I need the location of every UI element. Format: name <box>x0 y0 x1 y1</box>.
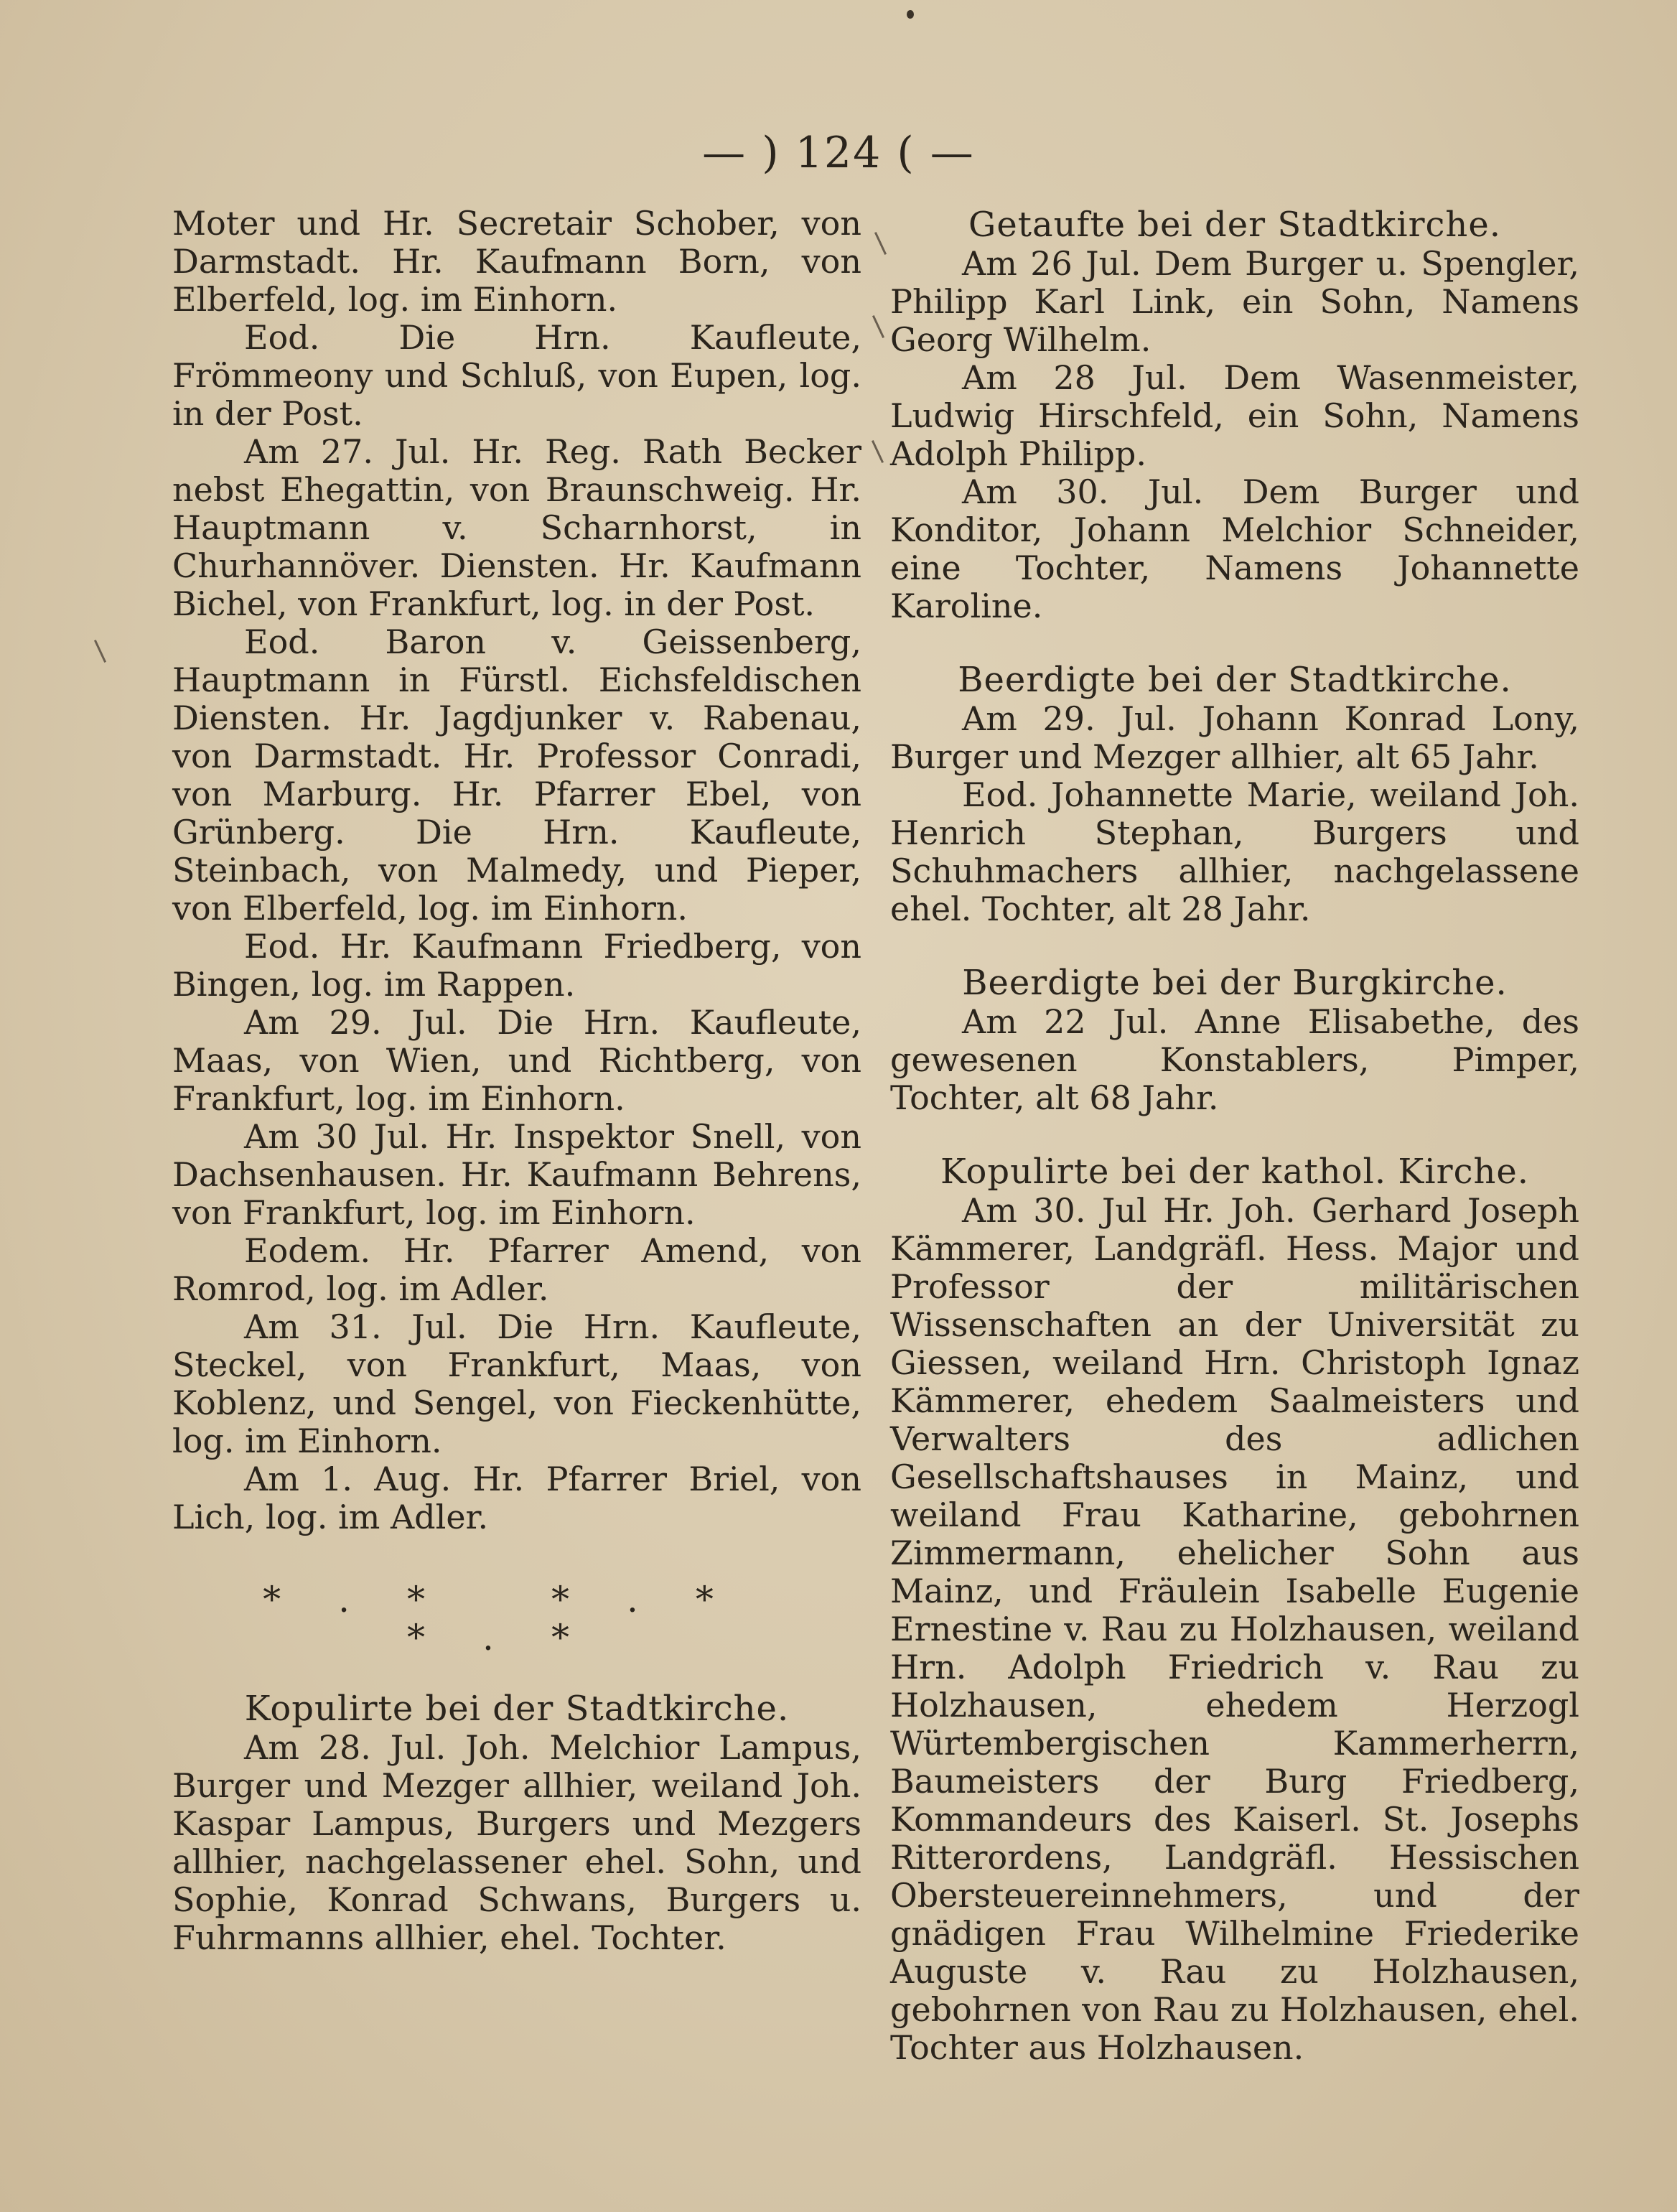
ink-mark <box>907 10 914 19</box>
right-column <box>890 205 1579 2067</box>
asterism: *.* <box>263 1579 483 1620</box>
arrival-entry: Eod. Baron v. Geissenberg, Hauptmann in Fürstl. Eichsfeldischen Diensten. Hr. Jagdjunker v. Rabenau, von Darmstadt. Hr. Professor Conradi, von Marburg. Hr. Pfarrer Ebel, von Grünberg. Die Hrn. Kaufleute, Steinbach, von Malmedy, und Pieper, von Elberfeld, log. im Einhorn. <box>172 622 861 928</box>
marriage-entry: Am 30. Jul Hr. Joh. Gerhard Joseph Kämmerer, Landgräfl. Hess. Major und Professor der militärischen Wissenschaften an der Universität zu Giessen, weiland Hrn. Christoph Ignaz Kämmerer, ehedem Saalmeisters und Verwalters des adlichen Gesellschaftshauses in Mainz, und weiland Frau Katharine, gebohrnen Zimmermann, ehelicher Sohn aus Mainz, und Fräulein Isabelle Eugenie Ernestine v. Rau zu Holzhausen, weiland Hrn. Adolph Friedrich v. Rau zu Holzhausen, ehedem Herzogl Würtembergischen Kammerherrn, Baumeisters der Burg Friedberg, Kommandeurs des Kaiserl. St. Josephs Ritterordens, Landgräfl. Hessischen Obersteuereinnehmers, und der gnädigen Frau Wilhelmine Friederike Auguste v. Rau zu Holzhausen, gebohrnen von Rau zu Holzhausen, ehel. Tochter aus Holzhausen. <box>890 1191 1579 2067</box>
baptism-entry: Am 26 Jul. Dem Burger u. Spengler, Philipp Karl Link, ein Sohn, Namens Georg Wilhelm. <box>890 244 1579 359</box>
section-heading: Kopulirte bei der Stadtkirche. <box>244 1689 790 1729</box>
asterism-divider <box>172 1581 861 1657</box>
catholic-marriages-section <box>890 1152 1579 2067</box>
asterism: *.* <box>407 1617 627 1658</box>
burial-entry: Am 22 Jul. Anne Elisabethe, des gewesenen Konstablers, Pimper, Tochter, alt 68 Jahr. <box>890 1002 1579 1117</box>
left-column <box>172 205 861 1957</box>
baptism-entry: Am 30. Jul. Dem Burger und Konditor, Johann Melchior Schneider, eine Tochter, Namens Johannette Karoline. <box>890 472 1579 625</box>
margin-tick <box>874 232 887 255</box>
baptism-entry: Am 28 Jul. Dem Wasenmeister, Ludwig Hirschfeld, ein Sohn, Namens Adolph Philipp. <box>890 358 1579 473</box>
section-heading: Getaufte bei der Stadtkirche. <box>968 205 1501 245</box>
arrival-entry: Moter und Hr. Secretair Schober, von Darmstadt. Hr. Kaufmann Born, von Elberfeld, log. im Einhorn. <box>172 204 861 319</box>
burials-castle-section <box>890 963 1579 1117</box>
margin-tick <box>872 440 884 463</box>
section-heading: Beerdigte bei der Burgkirche. <box>962 963 1508 1003</box>
arrival-entry: Am 31. Jul. Die Hrn. Kaufleute, Steckel, von Frankfurt, Maas, von Koblenz, und Sengel, von Fieckenhütte, log. im Einhorn. <box>172 1307 861 1460</box>
arrivals-section <box>172 205 861 1536</box>
arrival-entry: Eodem. Hr. Pfarrer Amend, von Romrod, log. im Adler. <box>172 1231 861 1308</box>
marriages-section <box>172 1689 861 1957</box>
baptisms-section <box>890 205 1579 625</box>
margin-tick <box>872 315 884 338</box>
section-heading: Beerdigte bei der Stadtkirche. <box>958 660 1512 700</box>
arrival-entry: Eod. Die Hrn. Kaufleute, Frömmeony und Schluß, von Eupen, log. in der Post. <box>172 318 861 433</box>
margin-tick <box>94 640 106 663</box>
arrival-entry: Am 30 Jul. Hr. Inspektor Snell, von Dachsenhausen. Hr. Kaufmann Behrens, von Frankfurt, log. im Einhorn. <box>172 1117 861 1232</box>
burials-city-section <box>890 660 1579 928</box>
arrival-entry: Am 27. Jul. Hr. Reg. Rath Becker nebst Ehegattin, von Braunschweig. Hr. Hauptmann v. Scharnhorst, in Churhannöver. Diensten. Hr. Kaufmann Bichel, von Frankfurt, log. in der Post. <box>172 432 861 623</box>
arrival-entry: Am 29. Jul. Die Hrn. Kaufleute, Maas, von Wien, und Richtberg, von Frankfurt, log. im Einhorn. <box>172 1003 861 1118</box>
page-header: — ) 124 ( — <box>702 128 975 178</box>
section-heading: Kopulirte bei der kathol. Kirche. <box>940 1152 1530 1192</box>
arrival-entry: Am 1. Aug. Hr. Pfarrer Briel, von Lich, log. im Adler. <box>172 1460 861 1536</box>
burial-entry: Eod. Johannette Marie, weiland Joh. Henrich Stephan, Burgers und Schuhmachers allhier, nachgelassene ehel. Tochter, alt 28 Jahr. <box>890 775 1579 928</box>
marriage-entry: Am 28. Jul. Joh. Melchior Lampus, Burger und Mezger allhier, weiland Joh. Kaspar Lampus, Burgers und Mezgers allhier, nachgelassener ehel. Sohn, und Sophie, Konrad Schwans, Burgers u. Fuhrmanns allhier, ehel. Tochter. <box>172 1728 861 1957</box>
burial-entry: Am 29. Jul. Johann Konrad Lony, Burger und Mezger allhier, alt 65 Jahr. <box>890 699 1579 776</box>
arrival-entry: Eod. Hr. Kaufmann Friedberg, von Bingen, log. im Rappen. <box>172 927 861 1004</box>
asterism: *.* <box>551 1579 771 1620</box>
